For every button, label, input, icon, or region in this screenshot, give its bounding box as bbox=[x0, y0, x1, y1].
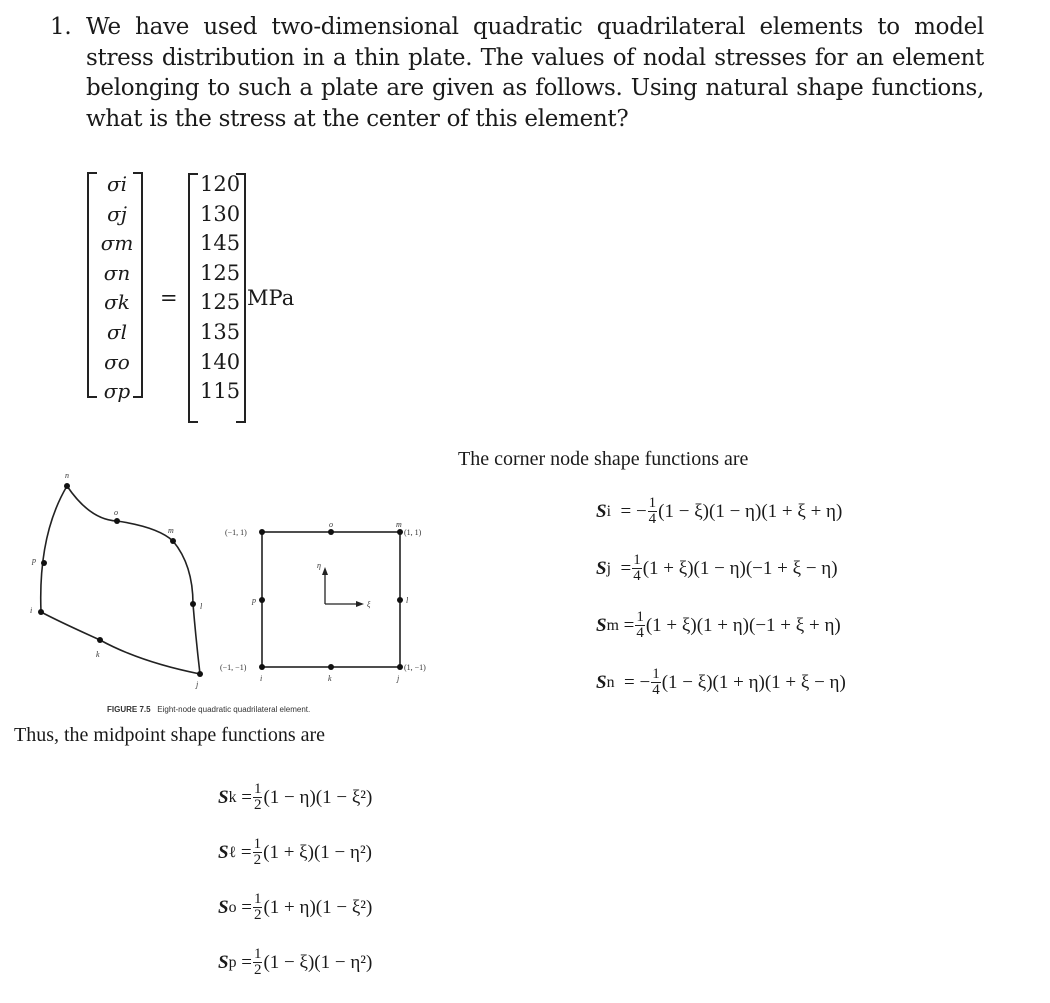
midpoint-function-k: S k = $\frac{1}{2}$ (1 − η)(1 − ξ²) bbox=[218, 781, 373, 813]
corner-function-n: S n = − $\frac{1}{4}$ (1 − ξ)(1 + η)(1 + ξ − η) bbox=[596, 666, 846, 698]
left-bracket-open bbox=[87, 172, 97, 398]
node-i bbox=[38, 609, 44, 615]
sq-node-k bbox=[328, 664, 334, 670]
sigma-n: σn bbox=[103, 260, 131, 285]
eta-arrowhead bbox=[322, 567, 328, 575]
coord-br: (1, −1) bbox=[404, 663, 426, 672]
caption-text: Eight-node quadratic quadrilateral element. bbox=[157, 705, 311, 714]
stress-value: 125 bbox=[200, 290, 241, 315]
sigma-l: σl bbox=[106, 319, 128, 344]
sq-label-j: j bbox=[397, 674, 400, 683]
sq-node-corner bbox=[397, 664, 403, 670]
node-j bbox=[197, 671, 203, 677]
label-n: n bbox=[65, 471, 69, 480]
label-m: m bbox=[168, 526, 174, 535]
sq-label-k: k bbox=[328, 674, 332, 683]
midpoint-function-l: S ℓ = $\frac{1}{2}$ (1 + ξ)(1 − η²) bbox=[218, 836, 372, 868]
corner-title: The corner node shape functions are bbox=[458, 448, 749, 470]
sq-node-corner bbox=[259, 664, 265, 670]
sq-label-i: i bbox=[260, 674, 263, 683]
question-text: We have used two-dimensional quadratic quadrilateral elements to model stress distribution in a thin plate. The values of nodal stresses for an element belonging to such a plate are given as follows. Using natural shape functions, what is the stress at the center of this element? bbox=[86, 14, 984, 132]
stress-value: 140 bbox=[200, 349, 241, 374]
midpoint-function-p: S p = $\frac{1}{2}$ (1 − ξ)(1 − η²) bbox=[218, 946, 373, 978]
sq-node-corner bbox=[397, 529, 403, 535]
sigma-m: σm bbox=[100, 231, 134, 256]
node-m bbox=[170, 538, 176, 544]
label-l-left: i bbox=[30, 606, 33, 615]
xi-label: ξ bbox=[367, 600, 371, 609]
label-p: p bbox=[32, 556, 36, 565]
node-k bbox=[97, 637, 103, 643]
sigma-column bbox=[97, 170, 137, 407]
sigma-o: σo bbox=[104, 349, 130, 374]
stress-value: 115 bbox=[200, 379, 241, 404]
corner-function-j: S j = $\frac{1}{4}$ (1 + ξ)(1 − η)(−1 + ξ − η) bbox=[596, 552, 838, 584]
sq-node-l bbox=[397, 597, 403, 603]
label-j: j bbox=[196, 680, 199, 689]
corner-function-i: S i = − $\frac{1}{4}$ (1 − ξ)(1 − η)(1 + ξ + η) bbox=[596, 495, 843, 527]
stress-value: 135 bbox=[200, 319, 241, 344]
eta-label: η bbox=[317, 561, 321, 570]
sq-node-o bbox=[328, 529, 334, 535]
unit-label: MPa bbox=[247, 286, 295, 310]
figure-caption bbox=[107, 705, 310, 714]
midpoint-function-o: S o = $\frac{1}{2}$ (1 + η)(1 − ξ²) bbox=[218, 891, 373, 923]
sigma-j: σj bbox=[107, 201, 127, 226]
stress-value: 145 bbox=[200, 231, 241, 256]
sq-label-l: l bbox=[406, 596, 409, 605]
sq-label-m: m bbox=[396, 520, 402, 529]
sigma-p: σp bbox=[103, 379, 131, 404]
label-o: o bbox=[114, 508, 118, 517]
label-l: l bbox=[200, 602, 203, 611]
label-k: k bbox=[96, 650, 100, 659]
node-l bbox=[190, 601, 196, 607]
stress-value: 120 bbox=[200, 172, 241, 196]
xi-arrowhead bbox=[356, 601, 364, 607]
distorted-element bbox=[41, 486, 200, 674]
natural-axes bbox=[325, 573, 358, 604]
stress-value: 125 bbox=[200, 260, 241, 285]
sq-node-p bbox=[259, 597, 265, 603]
sq-label-p: p bbox=[252, 596, 256, 605]
stress-values bbox=[200, 170, 241, 407]
question-number: 1. bbox=[50, 14, 72, 40]
sigma-i: σi bbox=[106, 172, 128, 196]
parent-square bbox=[262, 532, 400, 667]
node-o bbox=[114, 518, 120, 524]
coord-tl: (−1, 1) bbox=[225, 528, 247, 537]
element-figure bbox=[20, 465, 440, 700]
corner-function-m: S m = $\frac{1}{4}$ (1 + ξ)(1 + η)(−1 + ξ + η) bbox=[596, 609, 841, 641]
equals-sign: = bbox=[160, 286, 178, 310]
node-p bbox=[41, 560, 47, 566]
right-bracket-open bbox=[188, 173, 198, 423]
sq-label-o: o bbox=[329, 520, 333, 529]
sigma-k: σk bbox=[104, 290, 130, 315]
midpoint-title: Thus, the midpoint shape functions are bbox=[14, 724, 326, 746]
stress-value: 130 bbox=[200, 201, 241, 226]
node-n bbox=[64, 483, 70, 489]
coord-tr: (1, 1) bbox=[404, 528, 422, 537]
caption-label: FIGURE 7.5 bbox=[107, 705, 151, 714]
sq-node-corner bbox=[259, 529, 265, 535]
coord-bl: (−1, −1) bbox=[220, 663, 247, 672]
